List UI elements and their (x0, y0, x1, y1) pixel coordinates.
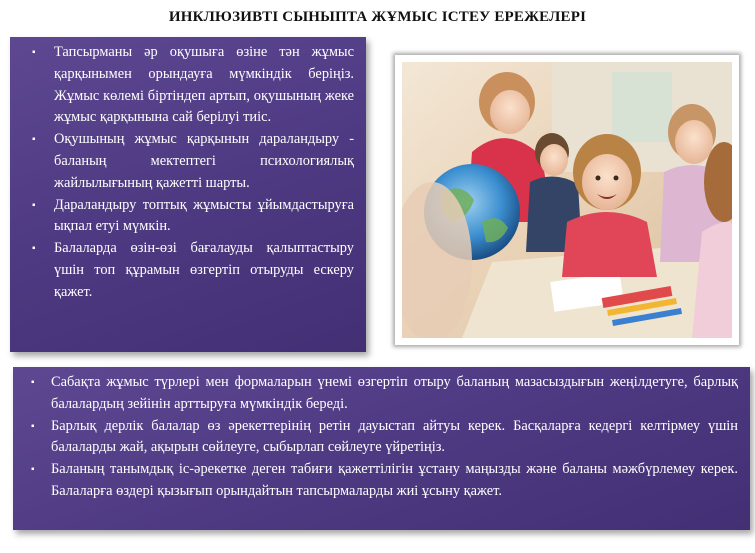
bullet-icon: ▪ (32, 243, 36, 255)
classroom-photo (402, 62, 732, 338)
bullet-icon: ▪ (32, 47, 36, 58)
list-item (25, 372, 738, 416)
list-item-text: Дараландыру топтық жұмысты ұйымдастыруға ықпал етуі мүмкін. (54, 196, 354, 235)
list-item (25, 459, 738, 503)
list-item-text: Барлық дерлік балалар өз әрекеттерінің ретін дауыстап айтуы керек. Басқаларға кедергі келтірмеу үшін балаларды жай, ақырын сөйлеуге, сыбырлап сөйлеуге үйретіңіз. (51, 417, 738, 456)
classroom-photo-frame (395, 55, 739, 345)
list-item-text: Тапсырманы әр оқушыға өзіне тән жұмыс қарқынымен орындауға мүмкіндік беріңіз. Жұмыс көлемі біртіндеп артып, оқушының жеке жұмыс қарқынына сай берілуі тиіс. (54, 44, 354, 126)
list-item-text: Баланың танымдық іс-әрекетке деген табиғи қажеттілігін ұстану маңызды және баланы мәжбүрлемеу керек. Балаларға өздері қызығып орындайтын тапсырмаларды жиі ұсыну қажет. (51, 461, 738, 499)
list-item-text: Балаларда өзін-өзі бағалауды қалыптастыру үшін топ құрамын өзгертіп отыруды ескеру қажет. (54, 240, 354, 300)
list-item (25, 416, 738, 460)
page-title: ИНКЛЮЗИВТІ СЫНЫПТА ЖҰМЫС ІСТЕУ ЕРЕЖЕЛЕРІ (168, 9, 587, 25)
bullet-icon: ▪ (32, 199, 36, 211)
list-item (24, 129, 354, 194)
children-classroom-illustration (402, 62, 732, 338)
rules-list-bottom (25, 372, 738, 503)
list-item-text: Сабақта жұмыс түрлері мен формаларын үнемі өзгертіп отыру баланың мазасыздығын жеңілдетуге, барлық балалардың зейінін арттыруға мүмкіндік береді. (51, 374, 738, 412)
rules-panel-bottom (13, 367, 750, 530)
bullet-icon: ▪ (32, 134, 36, 146)
bullet-icon: ▪ (31, 377, 35, 388)
bullet-icon: ▪ (31, 464, 35, 476)
rules-panel-top (10, 37, 366, 352)
rules-list-top (24, 42, 354, 304)
list-item (24, 42, 354, 129)
list-item (24, 238, 354, 303)
list-item (24, 195, 354, 239)
list-item-text: Оқушының жұмыс қарқынын дараландыру - баланың мектептегі психологиялық жайлылығының қажетті шарты. (54, 131, 354, 191)
bullet-icon: ▪ (31, 420, 35, 432)
